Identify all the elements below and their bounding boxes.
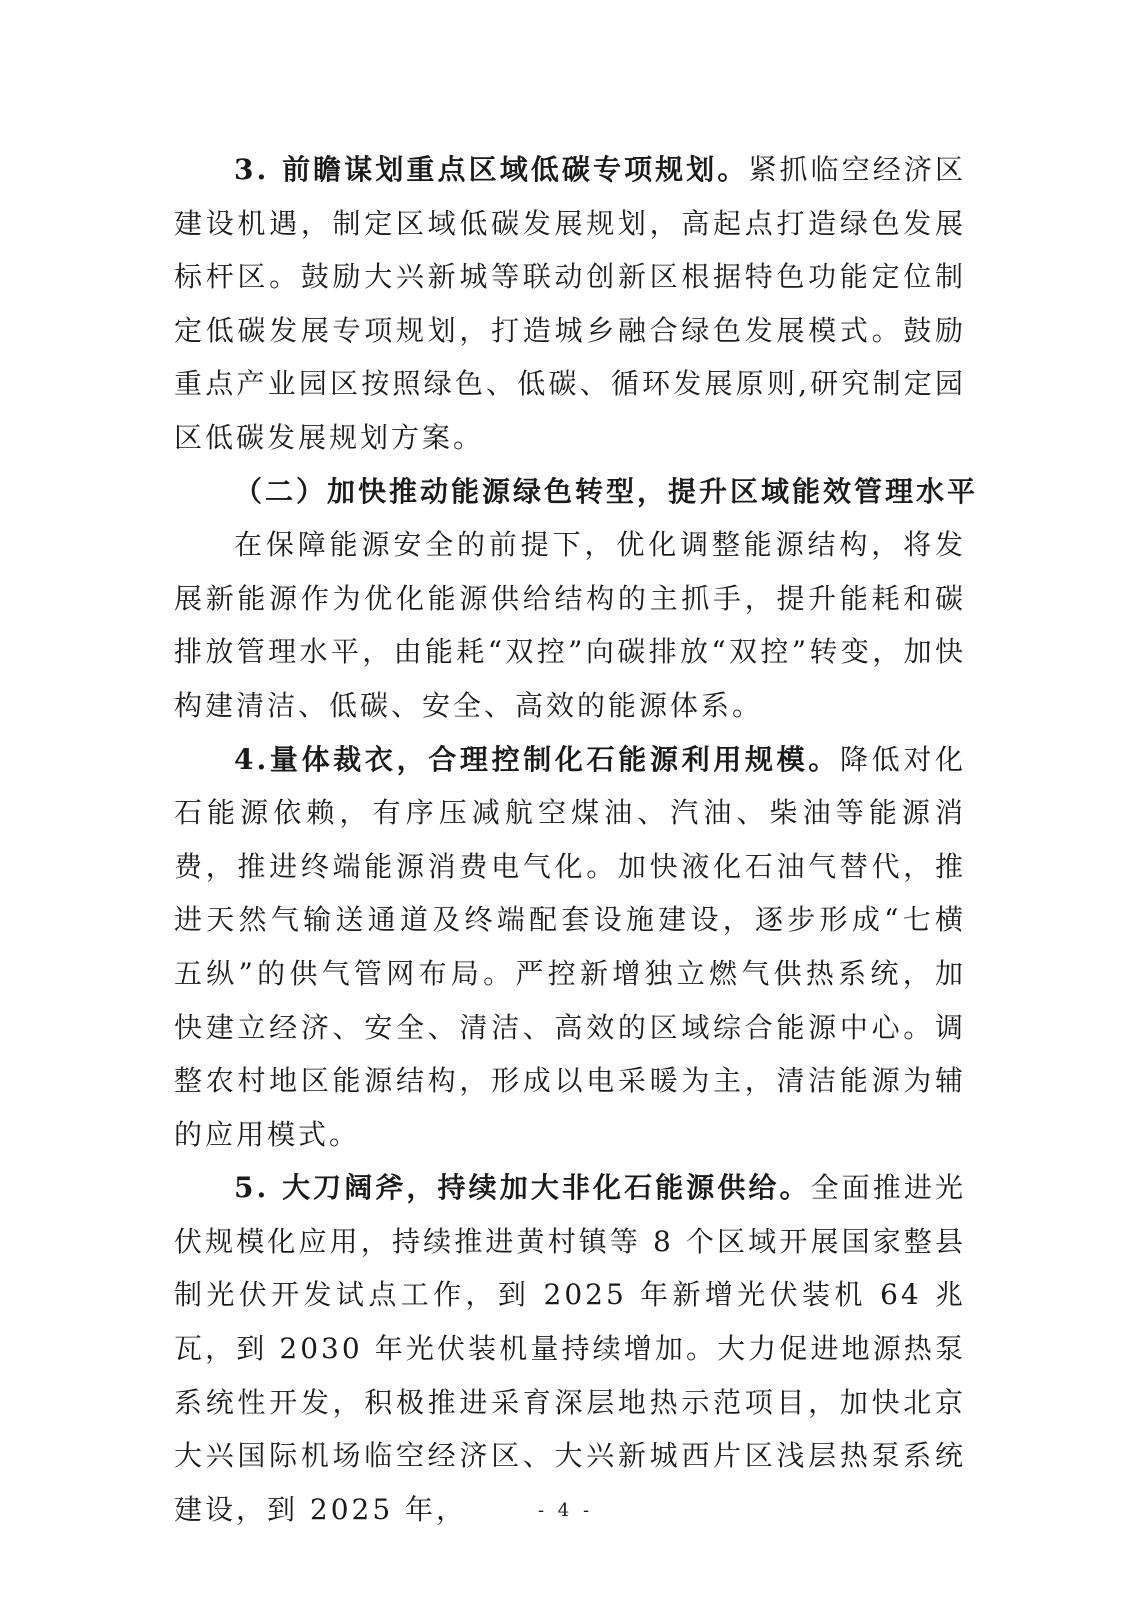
paragraph-lead: 3. 前瞻谋划重点区域低碳专项规划。	[234, 153, 749, 186]
paragraph-5-non-fossil-energy	[174, 1161, 966, 1536]
paragraph-text: 在保障能源安全的前提下，优化调整能源结构，将发展新能源作为优化能源供给结构的主抓手，提升能耗和碳排放管理水平，由能耗“双控”向碳排放“双控”转变，加快构建清洁、低碳、安全、高效的能源体系。	[174, 528, 966, 722]
document-body	[174, 143, 979, 1536]
paragraph-energy-intro	[174, 518, 966, 732]
paragraph-text: 全面推进光伏规模化应用，持续推进黄村镇等 8 个区域开展国家整县制光伏开发试点工作，到 2025 年新增光伏装机 64 兆瓦，到 2030 年光伏装机量持续增加。大力促进地源热泵系统性开发，积极推进采育深层地热示范项目，加快北京大兴国际机场临空经济区、大兴新城西片区浅层热泵系统建设，到 2025 年，	[174, 1171, 966, 1526]
paragraph-3-low-carbon-planning	[174, 143, 966, 465]
paragraph-text: 紧抓临空经济区建设机遇，制定区域低碳发展规划，高起点打造绿色发展标杆区。鼓励大兴新城等联动创新区根据特色功能定位制定低碳发展专项规划，打造城乡融合绿色发展模式。鼓励重点产业园区按照绿色、低碳、循环发展原则,研究制定园区低碳发展规划方案。	[174, 153, 966, 454]
paragraph-4-fossil-energy	[174, 733, 966, 1162]
paragraph-lead: 4.量体裁衣，合理控制化石能源利用规模。	[234, 742, 840, 776]
section-heading-2: （二）加快推动能源绿色转型，提升区域能效管理水平	[234, 474, 979, 508]
paragraph-text: 降低对化石能源依赖，有序压减航空煤油、汽油、柴油等能源消费，推进终端能源消费电气化。加快液化石油气替代，推进天然气输送通道及终端配套设施建设，逐步形成“七横五纵”的供气管网布局。严控新增独立燃气供热系统，加快建立经济、安全、清洁、高效的区域综合能源中心。调整农村地区能源结构，形成以电采暖为主，清洁能源为辅的应用模式。	[174, 742, 966, 1151]
paragraph-lead: 5. 大刀阔斧，持续加大非化石能源供给。	[234, 1171, 811, 1205]
page-number: - 4 -	[537, 1500, 594, 1521]
